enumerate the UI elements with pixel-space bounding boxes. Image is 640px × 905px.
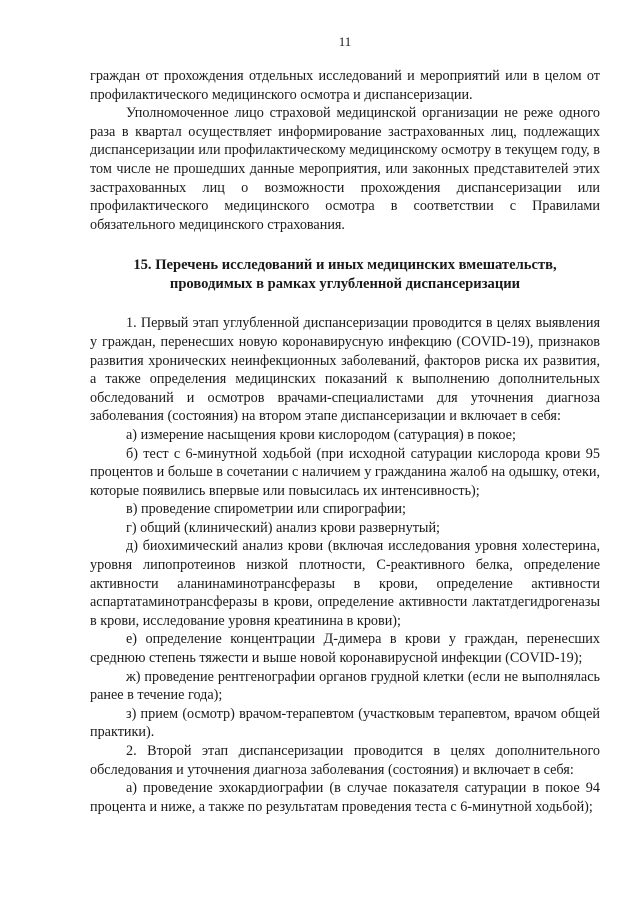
paragraph: 2. Второй этап диспансеризации проводится в целях дополнительного обследования и уточнения диагноза заболевания (состояния) и включает в себя: (90, 743, 600, 778)
list-item: г) общий (клинический) анализ крови развернутый; (126, 519, 440, 536)
spacer (90, 294, 600, 314)
list-item: з) прием (осмотр) врачом-терапевтом (участковым терапевтом, врачом общей практики). (90, 705, 600, 741)
list-item: а) измерение насыщения крови кислородом (сатурация) в покое; (126, 426, 516, 443)
section-body (90, 314, 600, 816)
section-heading-line: проводимых в рамках углубленной диспансеризации (169, 276, 521, 293)
list-item: а) проведение эхокардиографии (в случае показателя сатурации в покое 94 процента и ниже, а также по результатам проведения теста с 6-минутной ходьбой); (90, 780, 600, 815)
section-heading-line: 15. Перечень исследований и иных медицинских вмешательств, (133, 257, 557, 274)
list-item: б) тест с 6-минутной ходьбой (при исходной сатурации кислорода крови 95 процентов и больше в сочетании с наличием у гражданина жалоб на одышку, отеки, которые появились впервые или повысилась их интенсивность); (90, 445, 600, 499)
section-heading (90, 256, 600, 294)
list-item: д) биохимический анализ крови (включая исследования уровня холестерина, уровня липопротеинов низкой плотности, С-реактивного белка, определение активности аланинаминотрансферазы в крови, определение активности аспартатаминотрансферазы в крови, определение активности лактатдегидрогеназы в крови, исследование уровня креатинина в крови); (90, 538, 600, 629)
spacer (90, 234, 600, 256)
list-item: ж) проведение рентгенографии органов грудной клетки (если не выполнялась ранее в течение года); (90, 668, 600, 704)
paragraph: 1. Первый этап углубленной диспансеризации проводится в целях выявления у граждан, перенесших новую коронавирусную инфекцию (COVID-19), признаков развития хронических неинфекционных заболеваний, факторов риска их развития, а также определения медицинских показаний к выполнению дополнительных обследований и осмотров врачами-специалистами для уточнения диагноза заболевания (состояния) на втором этапе диспансеризации и включает в себя: (90, 315, 600, 425)
paragraph: Уполномоченное лицо страховой медицинской организации не реже одного раза в квартал осуществляет информирование застрахованных лиц, подлежащих диспансеризации или профилактическому медицинскому осмотру в текущем году, в том числе не прошедших данные мероприятия, или законных представителей этих застрахованных лиц о возможности прохождения диспансеризации или профилактического медицинского осмотра в соответствии с Правилами обязательного медицинского страхования. (90, 105, 600, 233)
top-text-block (90, 67, 600, 234)
list-item: е) определение концентрации Д-димера в крови у граждан, перенесших среднюю степень тяжести и выше новой коронавирусной инфекции (COVID-19); (90, 631, 600, 667)
page-number: 11 (338, 34, 352, 49)
paragraph: граждан от прохождения отдельных исследований и мероприятий или в целом от профилактического медицинского осмотра и диспансеризации. (90, 68, 600, 103)
list-item: в) проведение спирометрии или спирографии; (126, 501, 406, 518)
